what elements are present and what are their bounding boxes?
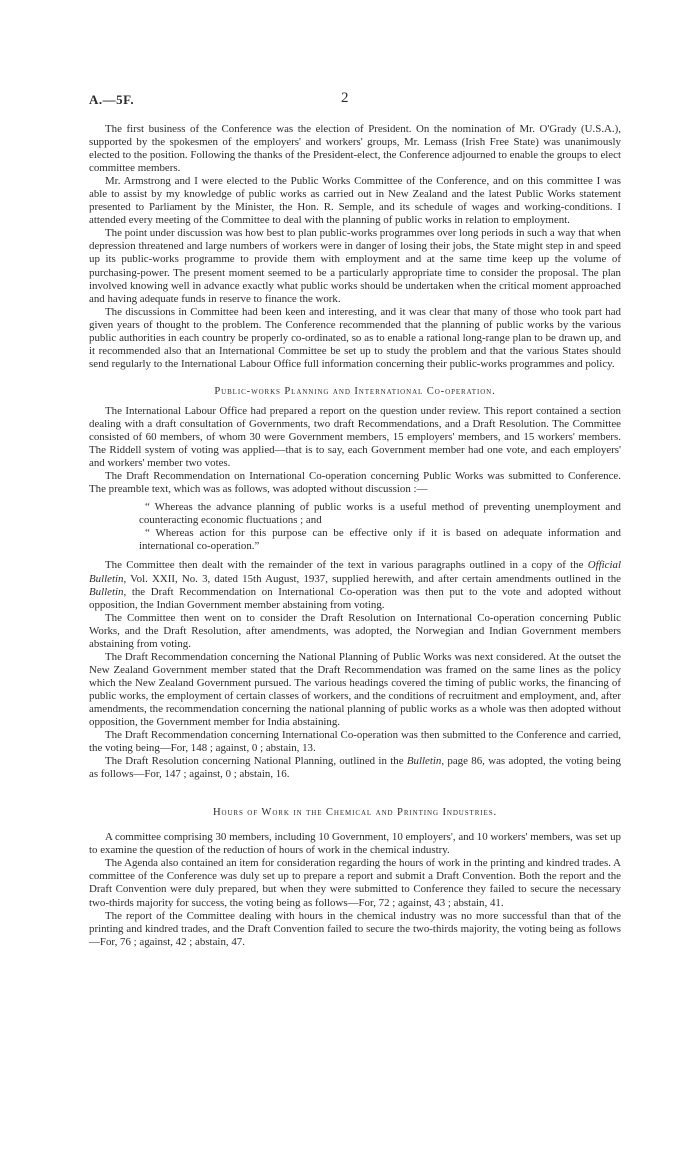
page-header [89,92,619,108]
quote-line-1: “ Whereas the advance planning of public works is a useful method of preventing unemployment and counteracting economic fluctuations ; and [139,501,621,527]
bulletin-ref-2: Bulletin [406,755,442,768]
section1-paragraph-vote-recommendation: The Draft Recommendation concerning International Co-operation was then submitted to the Conference and carried, the voting being—For, 148 ; against, 0 ; abstain, 13. [89,729,621,755]
section1-paragraph-draft-resolution: The Committee then went on to consider the Draft Resolution on International Co-operation concerning Public Works, and the Draft Resolution, after amendments, was adopted, the Norwegian and Indian Government members abstaining from voting. [89,611,621,650]
intro-paragraph-election: The first business of the Conference was the election of President. On the nomination of Mr. O'Grady (U.S.A.), supported by the spokesmen of the employers' and workers' groups, Mr. Lemass (Irish Free State) was unanimously elected to the position. Following the thanks of the President-elect, the Conference adjourned to enable the groups to elect committee members. [89,123,621,175]
section1-paragraph-amendments: The Committee then dealt with the remainder of the text in various paragraphs outlined in a copy of the Official Bulletin, Vol. XXII, No. 3, dated 15th August, 1937, supplied herewith, and after certain amendments outlined in the Bulletin, the Draft Recommendation on International Co-operation was then put to the vote and adopted without opposition, the Indian Government member abstaining from voting. [89,559,621,611]
section2-paragraph-chemical: The report of the Committee dealing with hours in the chemical industry was no more successful than that of the printing and kindred trades, and the Draft Convention failed to secure the two-thirds majority, the voting being as follows—For, 76 ; against, 42 ; abstain, 47. [89,909,621,948]
section-heading-hours-of-work: Hours of Work in the Chemical and Printing Industries. [212,807,498,819]
page-number: 2 [341,90,349,106]
intro-paragraph-committee: Mr. Armstrong and I were elected to the Public Works Committee of the Conference, and on this committee I was able to assist by my knowledge of public works as carried out in New Zealand and the latest Public Works statement presented to Parliament by the Minister, the Hon. R. Semple, and its schedule of wages and working-conditions. I attended every meeting of the Committee to deal with the planning of public works in relation to employment. [89,175,621,227]
official-bulletin-ref: Official Bulletin [89,559,621,585]
bulletin-ref: Bulletin [89,585,124,598]
section-heading-public-works: Public-works Planning and International Co-operation. [214,385,496,397]
document-body [89,123,621,949]
document-reference: A.—5F. [89,92,135,107]
intro-paragraph-recommendation: The discussions in Committee had been keen and interesting, and it was clear that many of those who took part had given years of thought to the problem. The Conference recommended that the planning of public works by the various public authorities in each country be properly co-ordinated, so as to enable a rational long-range plan to be drawn up, and it recommended also that an International Committee be set up to study the problem and that the various States should send regularly to the International Labour Office full information concerning their public-works programmes and policy. [89,305,621,370]
intro-paragraph-discussion-point: The point under discussion was how best to plan public-works programmes over long periods in such a way that when depression threatened and large numbers of workers were in danger of losing their jobs, the State might step in and speed up its public-works programme to provide them with employment and at the same time keep up the volume of purchasing-power. The present moment seemed to be a particularly appropriate time to consider the proposal. The plan involved knowing well in advance exactly what public works should be undertaken when the critical moment approached and having adequate funds in reserve to finance the work. [89,227,621,305]
section1-paragraph-vote-resolution: The Draft Resolution concerning National Planning, outlined in the Bulletin, page 86, was adopted, the voting being as follows—For, 147 ; against, 0 ; abstain, 16. [89,755,622,781]
section2-paragraph-committee: A committee comprising 30 members, including 10 Government, 10 employers', and 10 workers' members, was set up to examine the question of the reduction of hours of work in the chemical industry. [89,831,621,857]
preamble-quote [89,501,621,553]
quote-line-2: “ Whereas action for this purpose can be effective only if it is based on adequate information and international co-operation.” [139,527,621,553]
section1-paragraph-submission: The Draft Recommendation on International Co-operation concerning Public Works was submitted to Conference. The preamble text, which was as follows, was adopted without discussion :— [89,470,621,496]
section2-paragraph-printing: The Agenda also contained an item for consideration regarding the hours of work in the printing and kindred trades. A committee of the Conference was duly set up to prepare a report and submit a Draft Convention. Both the report and the Draft Convention were duly prepared, but when they were submitted to Conference they failed to secure the necessary two-thirds majority for success, the voting being as follows—For, 72 ; against, 43 ; abstain, 41. [89,857,621,909]
section1-paragraph-national-planning: The Draft Recommendation concerning the National Planning of Public Works was next considered. At the outset the New Zealand Government member stated that the Draft Recommendation was framed on the same lines as the policy which the New Zealand Government pursued. The various headings covered the timing of public works, the financing of public works, the employment of certain classes of workers, and the conditions of recruitment and employment, and, after amendments, the recommendation concerning the national planning of public works as a whole was then adopted without opposition, the Government member for India abstaining. [89,650,621,729]
section1-paragraph-report: The International Labour Office had prepared a report on the question under review. This report contained a section dealing with a draft consultation of Governments, two draft Recommendations, and a Draft Resolution. The Committee consisted of 60 members, of whom 30 were Government members, 15 employers' members, and 15 workers' members. The Riddell system of voting was applied—that is to say, each Government member had one vote, and each employers' and workers' member two votes. [89,404,621,470]
